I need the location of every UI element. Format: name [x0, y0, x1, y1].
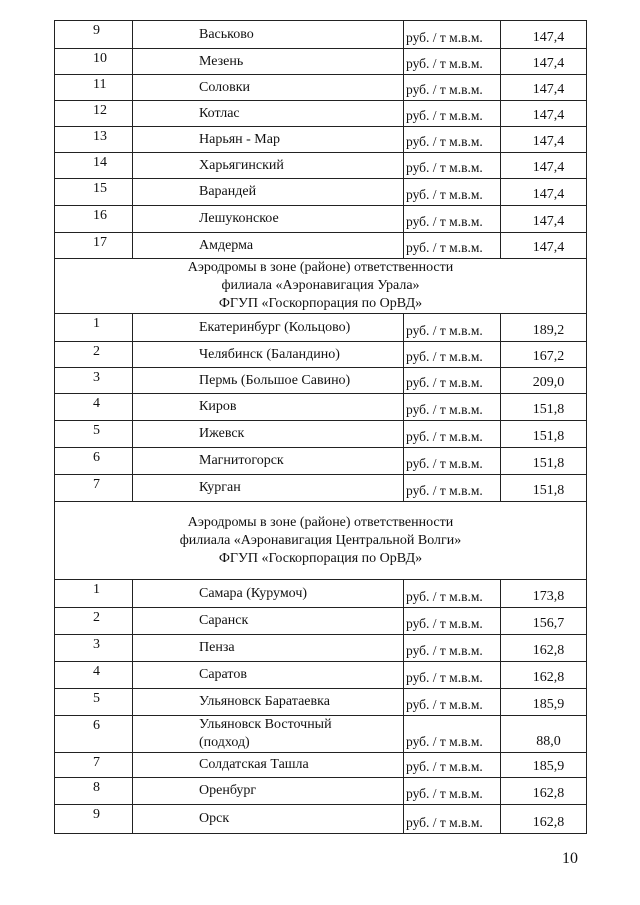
row-number: 6: [55, 448, 133, 475]
unit-cell: руб. / т м.в.м.: [404, 448, 501, 475]
rate-value: 147,4: [501, 75, 587, 101]
unit-cell: руб. / т м.в.м.: [404, 394, 501, 421]
table-row: [55, 75, 587, 101]
table-row: [55, 101, 587, 127]
table-row: [55, 314, 587, 342]
aerodrome-name: Орск: [133, 805, 404, 834]
table-row: [55, 580, 587, 608]
unit-cell: руб. / т м.в.м.: [404, 153, 501, 179]
row-number: 1: [55, 580, 133, 608]
rate-value: 151,8: [501, 448, 587, 475]
unit-cell: руб. / т м.в.м.: [404, 608, 501, 635]
row-number: 7: [55, 753, 133, 778]
unit-cell: руб. / т м.в.м.: [404, 101, 501, 127]
section-header-line: филиала «Аэронавигация Центральной Волги»: [179, 532, 462, 548]
row-number: 10: [55, 49, 133, 75]
page-number: 10: [562, 850, 578, 867]
rate-value: 147,4: [501, 153, 587, 179]
row-number: 3: [55, 635, 133, 662]
table-row: [55, 127, 587, 153]
unit-cell: руб. / т м.в.м.: [404, 805, 501, 834]
rate-value: 209,0: [501, 368, 587, 394]
aerodrome-name: Лешуконское: [133, 206, 404, 233]
aerodrome-name: Курган: [133, 475, 404, 502]
table-row: [55, 233, 587, 259]
unit-cell: руб. / т м.в.м.: [404, 421, 501, 448]
aerodrome-name: Варандей: [133, 179, 404, 206]
row-number: 12: [55, 101, 133, 127]
aerodrome-name: Самара (Курумоч): [133, 580, 404, 608]
unit-cell: руб. / т м.в.м.: [404, 233, 501, 259]
unit-cell: руб. / т м.в.м.: [404, 314, 501, 342]
aerodrome-name: Васьково: [133, 21, 404, 49]
aerodrome-name: Солдатская Ташла: [133, 753, 404, 778]
table-row: [55, 635, 587, 662]
aerodrome-name-line: (подход): [199, 735, 250, 750]
row-number: 6: [55, 716, 133, 753]
aerodrome-name: Котлас: [133, 101, 404, 127]
section-header-line: ФГУП «Госкорпорация по ОрВД»: [218, 550, 423, 566]
unit-cell: руб. / т м.в.м.: [404, 689, 501, 716]
table-row: [55, 342, 587, 368]
table-row: [55, 662, 587, 689]
rate-value: 156,7: [501, 608, 587, 635]
aerodrome-name: Ульяновск Баратаевка: [133, 689, 404, 716]
rate-value: 162,8: [501, 778, 587, 805]
rate-value: 151,8: [501, 394, 587, 421]
section-header-row: [55, 502, 587, 580]
rate-value: 189,2: [501, 314, 587, 342]
rate-value: 147,4: [501, 21, 587, 49]
table-row: [55, 753, 587, 778]
unit-cell: руб. / т м.в.м.: [404, 75, 501, 101]
table-row: [55, 49, 587, 75]
row-number: 9: [55, 21, 133, 49]
document-page: [54, 20, 586, 834]
row-number: 2: [55, 608, 133, 635]
unit-cell: руб. / т м.в.м.: [404, 206, 501, 233]
rate-value: 162,8: [501, 805, 587, 834]
row-number: 4: [55, 394, 133, 421]
section-header: [55, 502, 587, 580]
aerodrome-name: Нарьян - Мар: [133, 127, 404, 153]
aerodrome-name: Магнитогорск: [133, 448, 404, 475]
aerodrome-name: Оренбург: [133, 778, 404, 805]
aerodrome-name-line: Ульяновск Восточный: [199, 717, 332, 732]
row-number: 2: [55, 342, 133, 368]
rate-value: 185,9: [501, 753, 587, 778]
table-row: [55, 394, 587, 421]
row-number: 3: [55, 368, 133, 394]
row-number: 16: [55, 206, 133, 233]
rate-value: 151,8: [501, 475, 587, 502]
aerodrome-name: Екатеринбург (Кольцово): [133, 314, 404, 342]
section-header-line: ФГУП «Госкорпорация по ОрВД»: [218, 296, 423, 311]
aerodrome-name: Челябинск (Баландино): [133, 342, 404, 368]
table-row: [55, 421, 587, 448]
unit-cell: руб. / т м.в.м.: [404, 778, 501, 805]
table-row: [55, 448, 587, 475]
table-row: [55, 153, 587, 179]
aerodrome-name: Саранск: [133, 608, 404, 635]
rate-value: 162,8: [501, 662, 587, 689]
table-row: [55, 206, 587, 233]
aerodrome-name: Ижевск: [133, 421, 404, 448]
aerodrome-name: Мезень: [133, 49, 404, 75]
table-row: [55, 716, 587, 753]
row-number: 11: [55, 75, 133, 101]
unit-cell: руб. / т м.в.м.: [404, 49, 501, 75]
rate-value: 185,9: [501, 689, 587, 716]
unit-cell: руб. / т м.в.м.: [404, 662, 501, 689]
rate-value: 88,0: [501, 716, 587, 753]
unit-cell: руб. / т м.в.м.: [404, 368, 501, 394]
rate-value: 147,4: [501, 206, 587, 233]
rate-value: 173,8: [501, 580, 587, 608]
aerodrome-name: Саратов: [133, 662, 404, 689]
table-row: [55, 368, 587, 394]
unit-cell: руб. / т м.в.м.: [404, 635, 501, 662]
unit-cell: руб. / т м.в.м.: [404, 179, 501, 206]
rate-value: 147,4: [501, 49, 587, 75]
row-number: 5: [55, 421, 133, 448]
rate-value: 147,4: [501, 127, 587, 153]
section-header: [55, 259, 587, 314]
table-row: [55, 475, 587, 502]
rate-value: 151,8: [501, 421, 587, 448]
table-row: [55, 608, 587, 635]
rate-value: 147,4: [501, 179, 587, 206]
row-number: 5: [55, 689, 133, 716]
unit-cell: руб. / т м.в.м.: [404, 716, 501, 753]
section-header-line: Аэродромы в зоне (районе) ответственности: [187, 260, 454, 275]
unit-cell: руб. / т м.в.м.: [404, 127, 501, 153]
unit-cell: руб. / т м.в.м.: [404, 21, 501, 49]
row-number: 15: [55, 179, 133, 206]
unit-cell: руб. / т м.в.м.: [404, 580, 501, 608]
unit-cell: руб. / т м.в.м.: [404, 342, 501, 368]
section-header-line: Аэродромы в зоне (районе) ответственности: [187, 514, 454, 530]
unit-cell: руб. / т м.в.м.: [404, 475, 501, 502]
aerodrome-name: Киров: [133, 394, 404, 421]
aerodrome-name: Пенза: [133, 635, 404, 662]
row-number: 17: [55, 233, 133, 259]
row-number: 14: [55, 153, 133, 179]
section-header-line: филиала «Аэронавигация Урала»: [221, 278, 420, 293]
row-number: 8: [55, 778, 133, 805]
table-row: [55, 689, 587, 716]
table-row: [55, 805, 587, 834]
tariff-table: [54, 20, 587, 834]
rate-value: 167,2: [501, 342, 587, 368]
unit-cell: руб. / т м.в.м.: [404, 753, 501, 778]
rate-value: 162,8: [501, 635, 587, 662]
aerodrome-name: Соловки: [133, 75, 404, 101]
row-number: 13: [55, 127, 133, 153]
rate-value: 147,4: [501, 233, 587, 259]
row-number: 4: [55, 662, 133, 689]
row-number: 1: [55, 314, 133, 342]
aerodrome-name: Амдерма: [133, 233, 404, 259]
table-row: [55, 778, 587, 805]
row-number: 7: [55, 475, 133, 502]
table-row: [55, 21, 587, 49]
table-row: [55, 179, 587, 206]
section-header-row: [55, 259, 587, 314]
aerodrome-name: [133, 716, 404, 753]
aerodrome-name: Харьягинский: [133, 153, 404, 179]
rate-value: 147,4: [501, 101, 587, 127]
aerodrome-name: Пермь (Большое Савино): [133, 368, 404, 394]
row-number: 9: [55, 805, 133, 834]
